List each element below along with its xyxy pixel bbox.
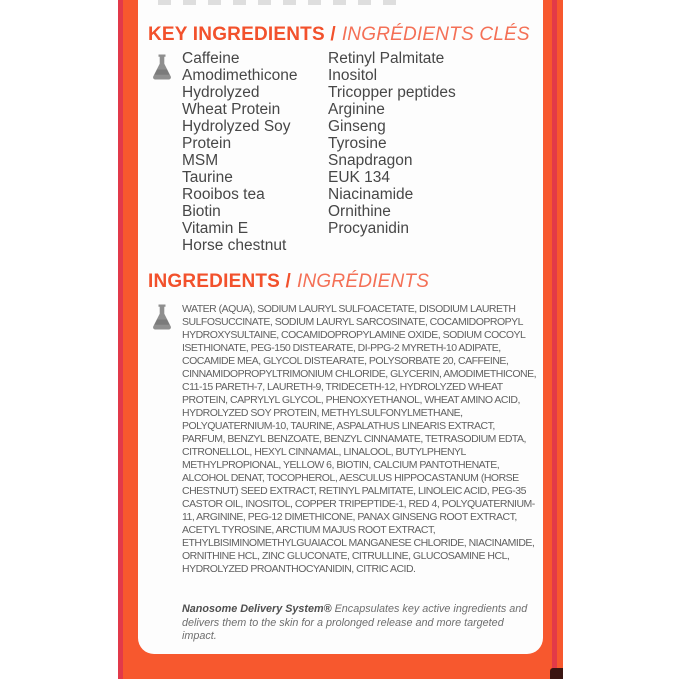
key-ingredients-heading-en: KEY INGREDIENTS / — [148, 24, 336, 45]
list-item: Ginseng — [328, 118, 386, 135]
list-item: Inositol — [328, 67, 378, 84]
list-item: Wheat Protein — [182, 101, 281, 118]
nanosome-note-text: Encapsulates key active ingredients and delivers them to the skin for a prolonged release and more targeted impact. — [182, 603, 528, 642]
list-item: Retinyl Palmitate — [328, 50, 445, 67]
list-item: Niacinamide — [328, 186, 414, 203]
clipped-text-remnant — [158, 0, 398, 5]
key-ingredients-column-left — [182, 50, 297, 254]
right-edge-stripe — [552, 0, 557, 679]
list-item: Horse chestnut — [182, 237, 287, 254]
list-item: Procyanidin — [328, 220, 409, 237]
list-item: Amodimethicone — [182, 67, 298, 84]
list-item: Tricopper peptides — [328, 84, 456, 101]
list-item: EUK 134 — [328, 169, 391, 186]
nanosome-brand: Nanosome Delivery System® — [182, 603, 332, 615]
list-item: Hydrolyzed Soy — [182, 118, 291, 135]
ingredients-heading — [148, 271, 429, 293]
list-item: Vitamin E — [182, 220, 249, 237]
list-item: Caffeine — [182, 50, 240, 67]
key-ingredients-heading-fr: INGRÉDIENTS CLÉS — [341, 24, 530, 45]
left-edge-stripe — [118, 0, 123, 679]
list-item: Protein — [182, 135, 232, 152]
ingredients-full-list: WATER (AQUA), SODIUM LAURYL SULFOACETATE, DISODIUM LAURETH SULFOSUCCINATE, SODIUM LAURYL SARCOSINATE, COCAMIDOPROPYL HYDROXYSULTAINE, COCAMIDOPROPYLAMINE OXIDE, SODIUM COCOYL ISETHIONATE, PEG-150 DISTEARATE, DI-PPG-2 MYRETH-10 ADIPATE, COCAMIDE MEA, GLYCOL DISTEARATE, POLYSORBATE 20, CAFFEINE, CINNAMIDOPROPYLTRIMONIUM CHLORIDE, GLYCERIN, AMODIMETHICONE, C11-15 PARETH-7, LAURETH-9, TRIDECETH-12, HYDROLYZED WHEAT PROTEIN, CAPRYLYL GLYCOL, PHENOXYETHANOL, WHEAT AMINO ACID, HYDROLYZED SOY PROTEIN, METHYLSULFONYLMETHANE, POLYQUATERNIUM-10, TAURINE, ASPALATHUS LINEARIS EXTRACT, PARFUM, BENZYL BENZOATE, BENZYL CINNAMATE, TETRASODIUM EDTA, CITRONELLOL, HEXYL CINNAMAL, LINALOOL, BUTYLPHENYL METHYLPROPIONAL, YELLOW 6, BIOTIN, CALCIUM PANTOTHENATE, ALCOHOL DENAT, TOCOPHEROL, AESCULUS HIPPOCASTANUM (HORSE CHESTNUT) SEED EXTRACT, RETINYL PALMITATE, LINOLEIC ACID, PEG-35 CASTOR OIL, INOSITOL, COPPER TRIPEPTIDE-1, RED 4, POLYQUATERNIUM-11, ARGININE, PEG-12 DIMETHICONE, PANAX GINSENG ROOT EXTRACT, ACETYL TYROSINE, ARCTIUM MAJUS ROOT EXTRACT, ETHYLBISIMINOMETHYLGUAIACOL MANGANESE CHLORIDE, NIACINAMIDE, ORNITHINE HCL, ZINC GLUCONATE, CITRULLINE, GLUCOSAMINE HCL, HYDROLYZED PROANTHOCYANIDIN, CITRIC ACID. — [182, 303, 537, 575]
list-item: Ornithine — [328, 203, 391, 220]
list-item: Rooibos tea — [182, 186, 265, 203]
list-item: Tyrosine — [328, 135, 387, 152]
ingredients-label-panel — [138, 0, 543, 654]
flask-icon — [150, 303, 174, 331]
list-item: MSM — [182, 152, 219, 169]
list-item: Snapdragon — [328, 152, 413, 169]
list-item: Taurine — [182, 169, 233, 186]
ingredients-heading-fr: INGRÉDIENTS — [297, 271, 430, 292]
corner-notch — [550, 668, 563, 679]
list-item: Arginine — [328, 101, 385, 118]
list-item: Biotin — [182, 203, 221, 220]
list-item: Hydrolyzed — [182, 84, 260, 101]
flask-icon — [150, 53, 174, 81]
ingredients-heading-en: INGREDIENTS / — [148, 271, 292, 292]
key-ingredients-heading — [148, 24, 530, 46]
key-ingredients-column-right — [328, 50, 456, 237]
nanosome-note — [182, 603, 540, 644]
package-frame — [118, 0, 563, 679]
